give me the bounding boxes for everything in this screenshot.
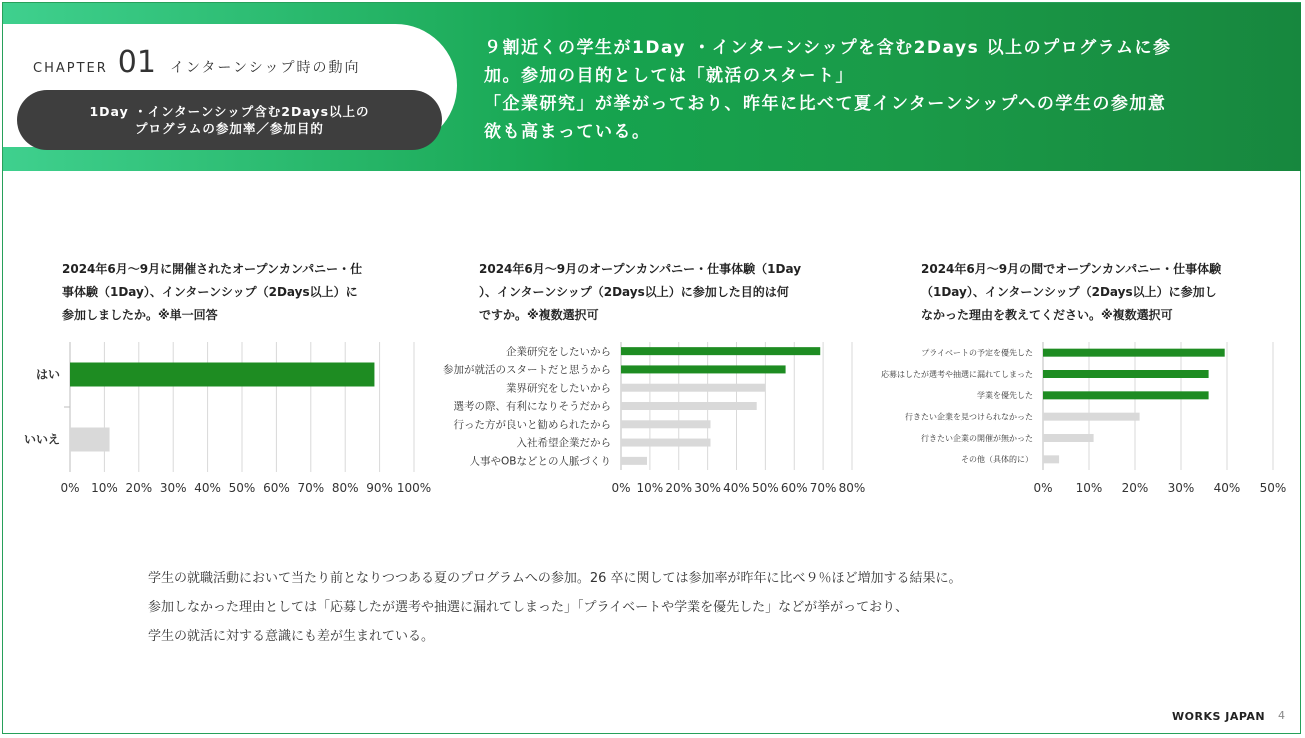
chart1-question-line: 事体験（1Day）、インターンシップ（2Days以上）に [62,285,358,299]
category-label: 業界研究をしたいから [506,382,611,395]
tick-label: 30% [159,481,187,495]
tick-label: 90% [366,481,393,495]
tick-label: 0% [611,481,631,495]
headline-line: ９割近くの学生が1Day ・インターンシップを含む2Days 以上のプログラムに参 [484,38,1172,58]
bar [621,347,820,355]
category-label: 行った方が良いと勧められたから [453,418,611,431]
tick-label: 20% [1121,481,1149,495]
page-number: 4 [1278,709,1285,722]
category-label: 企業研究をしたいから [506,345,611,358]
chart1-question [62,258,362,327]
summary-line: 参加しなかった理由としては「応募したが選考や抽選に漏れてしまった」「プライベートや学業を優先した」などが挙がっており、 [148,600,909,615]
tick-label: 50% [1259,481,1287,495]
chart2-question-line: ）、インターンシップ（2Days以上）に参加した目的は何 [479,285,789,299]
bar [1043,349,1225,357]
category-label: いいえ [23,432,60,447]
tick-label: 40% [723,481,750,495]
tick-label: 70% [297,481,325,495]
bar [621,402,757,410]
headline [484,34,1284,146]
bar [621,420,711,428]
tick-label: 10% [636,481,664,495]
chapter-heading [33,45,361,80]
bar [1043,455,1059,463]
tick-label: 60% [263,481,290,495]
tick-label: 20% [665,481,693,495]
tick-label: 30% [1167,481,1195,495]
summary-line: 学生の就活に対する意識にも差が生まれている。 [148,629,435,644]
tick-label: 10% [1075,481,1103,495]
works-japan-logo: WORKS JAPAN [1172,710,1266,723]
bar [1043,391,1209,399]
category-label: 行きたい企業を見つけられなかった [905,412,1033,422]
tick-label: 50% [752,481,779,495]
bar [621,439,711,447]
chart1-question-line: 参加しましたか。※単一回答 [62,308,218,322]
tick-label: 100% [396,481,432,495]
category-label: その他（具体的に） [961,455,1033,465]
category-label: 参加が就活のスタートだと思うから [443,364,611,377]
section-title-line: プログラムの参加率／参加目的 [135,121,324,136]
headline-line: 加。参加の目的としては「就活のスタート」 [484,66,854,86]
chart2-question-line: 2024年6月～9月のオープンカンパニー・仕事体験（1Day [479,262,802,276]
tick-label: 80% [331,481,359,495]
tick-label: 10% [91,481,118,495]
category-label: はい [35,367,60,382]
chart2-question-line: ですか。※複数選択可 [479,308,599,322]
bar [621,365,786,373]
tick-label: 0% [1033,481,1053,495]
category-label: 人事やOBなどとの人脈づくり [469,455,611,468]
tick-label: 40% [1213,481,1241,495]
chart-purpose [420,330,880,510]
category-label: 学業を優先した [977,391,1033,401]
tick-label: 0% [60,481,80,495]
category-label: 応募はしたが選考や抽選に漏れてしまった [881,369,1033,379]
headline-line: 「企業研究」が挙がっており、昨年に比べて夏インターンシップへの学生の参加意 [484,94,1167,114]
bar [621,457,647,465]
tick-label: 40% [194,481,221,495]
chapter-subtitle: インターンシップ時の動向 [169,60,361,76]
tick-label: 80% [838,481,866,495]
bar [70,363,374,387]
chart-non-participation [840,330,1290,510]
chart2-question [479,258,801,327]
section-title-line: 1Day ・インターンシップ含む2Days以上の [89,104,370,119]
category-label: 行きたい企業の開催が無かった [921,433,1033,443]
chart-participation [0,330,440,510]
tick-label: 60% [780,481,808,495]
tick-label: 30% [694,481,721,495]
tick-label: 50% [228,481,256,495]
category-label: プライベートの予定を優先した [921,348,1033,358]
bar [70,428,110,452]
bar [621,384,765,392]
section-title [17,90,442,150]
chapter-number: 01 [117,45,156,80]
summary-line: 学生の就職活動において当たり前となりつつある夏のプログラムへの参加。26 卒に関しては参加率が昨年に比べ９％ほど増加する結果に。 [148,571,962,586]
tick-label: 20% [125,481,153,495]
bar [1043,434,1094,442]
chart3-question-line: なかった理由を教えてください。※複数選択可 [921,308,1173,322]
summary-text [148,564,962,651]
bar [1043,370,1209,378]
chart1-question-line: 2024年6月～9月に開催されたオープンカンパニー・仕 [62,262,363,276]
category-label: 選考の際、有利になりそうだから [453,400,611,413]
chart3-question-line: （1Day）、インターンシップ（2Days以上）に参加し [921,285,1217,299]
tick-label: 70% [809,481,837,495]
chapter-word: CHAPTER [33,61,108,76]
chart3-question-line: 2024年6月～9月の間でオープンカンパニー・仕事体験 [921,262,1222,276]
chart3-question [921,258,1221,327]
headline-line: 欲も高まっている。 [484,122,651,142]
category-label: 入社希望企業だから [516,437,611,450]
bar [1043,413,1140,421]
